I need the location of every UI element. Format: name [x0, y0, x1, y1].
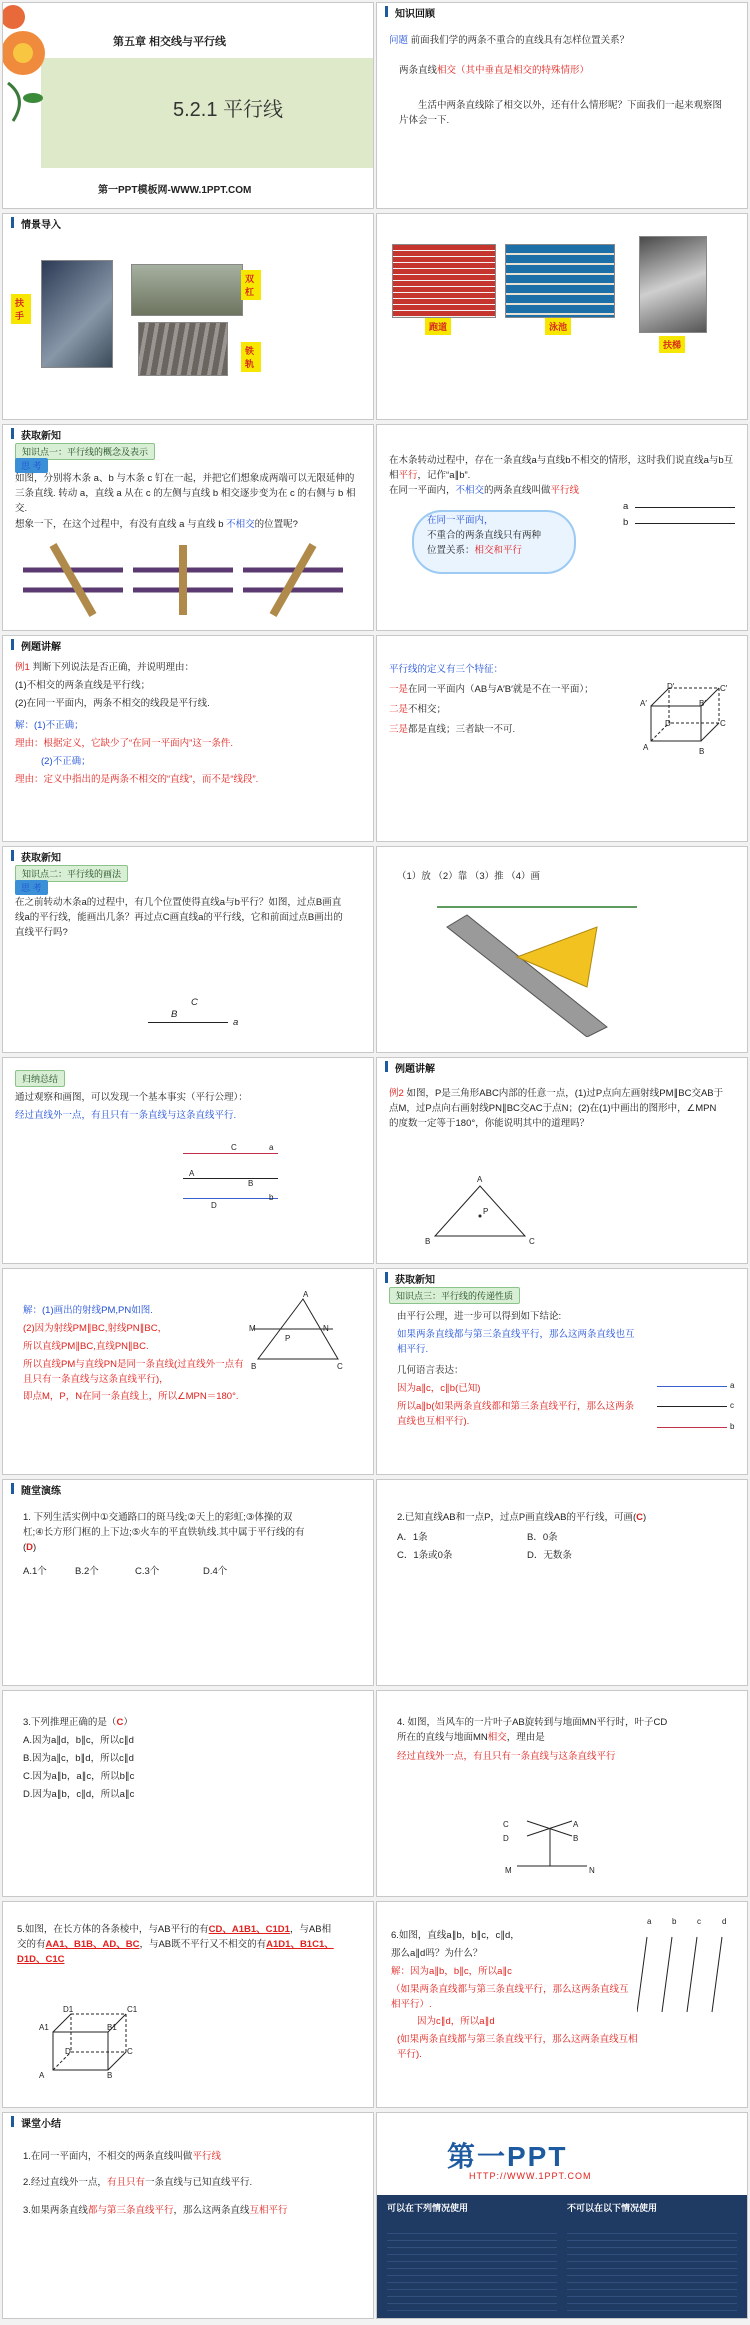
line-a	[635, 507, 735, 508]
parallel-lines-figure	[637, 1932, 737, 2017]
slide-title[interactable]	[2, 2, 374, 209]
slide-features[interactable]: 平行线的定义有三个特征： 一是在同一平面内（AB与A′B′就是不在一平面）； 二是不相交； 三是都是直线；三者缺一不可. D′ C′ A′ B′ D C A B	[376, 635, 748, 842]
pool-photo	[505, 244, 615, 318]
question-label: 问题	[389, 35, 409, 46]
flower-icon	[3, 3, 63, 123]
axiom-text: 经过直线外一点，有且只有一条直线与这条直线平行.	[15, 1110, 237, 1121]
slide-scenario-2[interactable]	[376, 213, 748, 420]
line-a	[148, 1022, 228, 1023]
knowledge-point: 知识点一：平行线的概念及表示	[15, 443, 155, 460]
slide-new-knowledge-3[interactable]: 获取新知 知识点三：平行线的传递性质 由平行公理，进一步可以得到如下结论: 如果两条直线都与第三条直线平行，那么这两条直线也互相平行. 几何语言表达： 因为a∥c，c∥b(已知) 所以a∥b(如果两条直线都和第三条直线平行，那么这两条直线也互相平行). a c b	[376, 1268, 748, 1475]
question: 想象一下，在这个过程中，有没有直线 a 与直线 b 不相交的位置呢?	[15, 519, 298, 530]
slide-practice-2[interactable]: 2.已知直线AB和一点P，过点P画直线AB的平行线，可画(C) A．1条 B．0条 C．1条或0条 D．无数条	[376, 1479, 748, 1686]
link-list-left	[387, 2233, 557, 2313]
label-bars: 双杠	[241, 270, 261, 300]
slide-header: 获取新知	[3, 847, 373, 863]
label-escalator: 扶梯	[659, 336, 685, 353]
escalator-photo	[41, 260, 113, 368]
label-rails: 铁轨	[241, 342, 261, 372]
slide-drawing-steps[interactable]	[376, 846, 748, 1053]
answer: 解：(1)不正确；	[15, 720, 84, 731]
rotating-sticks-diagram	[23, 540, 343, 620]
slide-practice-4[interactable]: 4. 如图，当风车的一片叶子AB旋转到与地面MN平行时，叶子CD所在的直线与地面MN相交，理由是 经过直线外一点，有且只有一条直线与这条直线平行 C A D B M N	[376, 1690, 748, 1897]
summary-3: 3.如果两条直线都与第三条直线平行，那么这两条直线互相平行	[23, 2205, 288, 2216]
slide-class-summary[interactable]	[2, 2112, 374, 2319]
label-handrail: 扶手	[11, 294, 31, 324]
lesson-title: 5.2.1 平行线	[173, 99, 284, 121]
slide-header: 例题讲解	[377, 1058, 747, 1074]
paragraph: 在之前转动木条a的过程中，有几个位置使得直线a与b平行？如图，过点B画直线a的平行线，能画出几条？再过点C画直线a的平行线，它和前面过点B画出的直线平行吗?	[15, 897, 343, 938]
answer-1: 解：(1)画出的射线PM,PN如图.	[23, 1305, 153, 1316]
summary-1: 1.在同一平面内，不相交的两条直线叫做平行线	[23, 2151, 221, 2162]
windmill-figure	[517, 1811, 597, 1881]
think-tag: 思 考	[15, 458, 48, 473]
link-list-right	[567, 2233, 737, 2313]
brand-url[interactable]: HTTP://WWW.1PPT.COM	[469, 2171, 592, 2181]
slide-header: 获取新知	[377, 1269, 747, 1285]
slide-brand[interactable]: 第一PPT HTTP://WWW.1PPT.COM 可以在下列情况使用 不可以在以下情况使用	[376, 2112, 748, 2319]
label-track: 跑道	[425, 318, 451, 335]
slide-new-knowledge-2[interactable]: 获取新知 知识点二：平行线的画法 思 考 在之前转动木条a的过程中，有几个位置使得直线a与b平行？如图，过点B画直线a的平行线，能画出几条？再过点C画直线a的平行线，它和前面过点B画出的直线平行吗? a C B	[2, 846, 374, 1053]
parallel-bars-photo	[131, 264, 243, 316]
example-question: 例2 如图，P是三角形ABC内部的任意一点，(1)过P点向左画射线PM∥BC交AB于点M，过P点向右画射线PN∥BC交AC于点N；(2)在(1)中画出的图形中，∠MPN的度数一定等于180°，你能说明其中的道理吗？	[389, 1088, 724, 1129]
line-b	[635, 523, 735, 524]
slide-practice-1[interactable]: 随堂演练 1. 下列生活实例中①交通路口的斑马线;②天上的彩虹;③体操的双杠;④长方形门框的上下边;⑤火车的平直铁轨线.其中属于平行线的有(D) A.1个 B.2个 C.3个 D.4个	[2, 1479, 374, 1686]
chapter-title: 第五章 相交线与平行线	[113, 36, 227, 48]
slide-definition[interactable]: 在木条转动过程中，存在一条直线a与直线b不相交的情形，这时我们说直线a与b互相平行，记作“a∥b”. 在同一平面内，不相交的两条直线叫做平行线 在同一平面内， 不重合的两条直线只有两种 位置关系：相交和平行 a b	[376, 424, 748, 631]
features-title: 平行线的定义有三个特征：	[389, 664, 504, 675]
slide-summary-axiom[interactable]: 归纳总结 通过观察和画图，可以发现一个基本事实（平行公理）： 经过直线外一点，有且只有一条直线与这条直线平行. C a A B D b	[2, 1057, 374, 1264]
slide-header: 课堂小结	[3, 2113, 373, 2129]
slide-header: 知识回顾	[377, 3, 747, 19]
slide-practice-3[interactable]: 3.下列推理正确的是（C） A.因为a∥d，b∥c，所以c∥d B.因为a∥c，b∥d，所以c∥d C.因为a∥b，a∥c，所以b∥c D.因为a∥b，c∥d，所以a∥c	[2, 1690, 374, 1897]
question-2: 2.已知直线AB和一点P，过点P画直线AB的平行线，可画(C)	[397, 1512, 647, 1523]
slide-example-2[interactable]: 例题讲解 例2 如图，P是三角形ABC内部的任意一点，(1)过P点向左画射线PM∥BC交AB于点M，过P点向右画射线PN∥BC交AC于点N；(2)在(1)中画出的图形中，∠MPN的度数一定等于180°，你能说明其中的道理吗？ A P B C	[376, 1057, 748, 1264]
question-text: 前面我们学的两条不重合的直线具有怎样位置关系？	[410, 35, 630, 46]
label-pool: 泳池	[545, 318, 571, 335]
ruler-triangle-icon	[437, 887, 657, 1037]
slide-scenario[interactable]	[2, 213, 374, 420]
summary-tag: 归纳总结	[15, 1070, 65, 1087]
note-text: 在同一平面内， 不重合的两条直线只有两种 位置关系：相交和平行	[427, 515, 542, 556]
slide-header: 随堂演练	[3, 1480, 373, 1496]
slide-header: 情景导入	[3, 214, 373, 230]
paragraph: 生活中两条直线除了相交以外，还有什么情形呢？下面我们一起来观察图片体会一下.	[399, 100, 723, 126]
summary-2: 2.经过直线外一点，有且只有一条直线与已知直线平行.	[23, 2177, 253, 2188]
answer-text: 相交（其中垂直是相交的特殊情形）	[437, 65, 590, 76]
question-6: 6.如图，直线a∥b，b∥c，c∥d，	[391, 1930, 520, 1941]
steps-text: （1）放 （2）靠 （3）推 （4）画	[397, 871, 541, 882]
slide-header: 获取新知	[3, 425, 373, 441]
answer-reason: 经过直线外一点，有且只有一条直线与这条直线平行	[397, 1749, 667, 1764]
track-photo	[392, 244, 496, 318]
paragraph: 如图，分别将木条 a、b 与木条 c 钉在一起，并把它们想象成两端可以无限延伸的三条直线. 转动 a，直线 a 从在 c 的左侧与直线 b 相交逐步变为在 c 的右侧与 b 相交.	[15, 473, 356, 514]
escalator-photo-2	[639, 236, 707, 333]
rail-photo	[138, 322, 228, 376]
question-5: 5.如图，在长方体的各条棱中，与AB平行的有CD、A1B1、C1D1，与AB相交的有AA1、B1B、AD、BC，与AB既不平行又不相交的有A1D1、B1C1、D1D、C1C	[17, 1924, 334, 1965]
question-1: 1. 下列生活实例中①交通路口的斑马线;②天上的彩虹;③体操的双杠;④长方形门框的上下边;⑤火车的平直铁轨线.其中属于平行线的有(D)	[23, 1512, 305, 1553]
question-3: 3.下列推理正确的是（C）	[23, 1717, 133, 1728]
slide-practice-6[interactable]: 6.如图，直线a∥b，b∥c，c∥d， 那么a∥d吗？为什么？ 解：因为a∥b，b∥c，所以a∥c （如果两条直线都与第三条直线平行，那么这两条直线互相平行）. 因为c∥d，所以a∥d (如果两条直线都与第三条直线平行，那么这两条直线互相平行). a b c d	[376, 1901, 748, 2108]
definition-1: 在木条转动过程中，存在一条直线a与直线b不相交的情形，这时我们说直线a与b互相平行，记作“a∥b”.	[389, 455, 734, 481]
slide-new-knowledge-1[interactable]	[2, 424, 374, 631]
slide-example-1[interactable]: 例题讲解 例1 判断下列说法是否正确，并说明理由： (1)不相交的两条直线是平行线； (2)在同一平面内，两条不相交的线段是平行线. 解：(1)不正确； 理由：根据定义，它缺少了“在同一平面内”这一条件. (2)不正确； 理由：定义中指出的是两条不相交的“直线”，而不是“线段”.	[2, 635, 374, 842]
slide-example-2-answer[interactable]: 解：(1)画出的射线PM,PN如图. (2)因为射线PM∥BC,射线PN∥BC， 所以直线PM∥BC,直线PN∥BC. 所以直线PM与直线PN是同一条直线(过直线外一点有且只有一条直线与这条直线平行)， 即点M，P，N在同一条直线上，所以∠MPN＝180°. A M N P B C	[2, 1268, 374, 1475]
slide-review[interactable]: 知识回顾 问题 前面我们学的两条不重合的直线具有怎样位置关系？ 两条直线相交（其中垂直是相交的特殊情形） 生活中两条直线除了相交以外，还有什么情形呢？下面我们一起来观察图片体会一下.	[376, 2, 748, 209]
slide-practice-5[interactable]: 5.如图，在长方体的各条棱中，与AB平行的有CD、A1B1、C1D1，与AB相交的有AA1、B1B、AD、BC，与AB既不平行又不相交的有A1D1、B1C1、D1D、C1C D1 C1 A1 B1 D C A B	[2, 1901, 374, 2108]
question-4: 4. 如图，当风车的一片叶子AB旋转到与地面MN平行时，叶子CD所在的直线与地面MN相交，理由是	[397, 1717, 668, 1743]
slide-header: 例题讲解	[3, 636, 373, 652]
example-question: 例1 判断下列说法是否正确，并说明理由：	[15, 662, 194, 673]
definition-2: 在同一平面内，不相交的两条直线叫做平行线	[389, 485, 580, 496]
site-text: 第一PPT模板网-WWW.1PPT.COM	[98, 185, 252, 196]
brand-logo: 第一PPT	[447, 2141, 568, 2172]
